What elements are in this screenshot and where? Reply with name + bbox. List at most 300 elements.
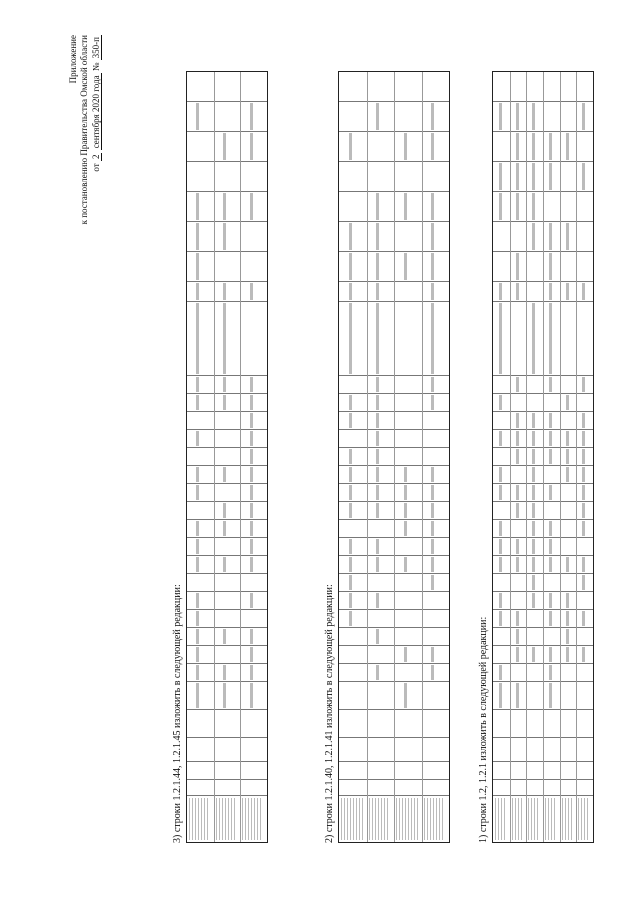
table-column-rule (187, 737, 267, 738)
table-cell-value (532, 539, 535, 554)
table-cell-value (431, 467, 434, 482)
table-section-1 (492, 71, 594, 843)
table-cell-value (404, 449, 407, 464)
table-cell-value (250, 223, 253, 250)
table-row-rule (367, 72, 368, 842)
table-cell-value (376, 683, 379, 708)
table-column-rule (187, 795, 267, 796)
table-cell-value (431, 223, 434, 250)
table-cell-value (431, 163, 434, 190)
table-cell-value (582, 103, 585, 130)
table-cell-value (196, 163, 199, 190)
table-cell-value (223, 449, 226, 464)
table-cell-value (516, 413, 519, 428)
table-cell-value (404, 193, 407, 220)
table-cell-value (499, 413, 502, 428)
table-column-rule (187, 573, 267, 574)
table-cell-value (516, 611, 519, 626)
table-cell-value (431, 593, 434, 608)
table-cell-value (582, 283, 585, 300)
table-column-rule (187, 251, 267, 252)
table-cell-value (404, 253, 407, 280)
table-cell-value (404, 521, 407, 536)
table-cell-value (431, 253, 434, 280)
table-cell-value (431, 133, 434, 160)
table-cell-value (566, 449, 569, 464)
table-cell-value (376, 575, 379, 590)
table-cell-value (532, 521, 535, 536)
table-cell-value (250, 303, 253, 374)
table-cell-value (196, 467, 199, 482)
table-cell-description (528, 798, 539, 840)
table-row-rule (576, 72, 577, 842)
table-cell-value (376, 539, 379, 554)
table-cell-value (516, 163, 519, 190)
table-cell-value (196, 575, 199, 590)
table-column-rule (187, 465, 267, 466)
table-cell-value (223, 593, 226, 608)
table-cell-value (404, 683, 407, 708)
table-cell-value (566, 413, 569, 428)
table-cell-value (566, 163, 569, 190)
table-column-rule (187, 591, 267, 592)
table-cell-value (196, 431, 199, 446)
document-number: 350-п (91, 37, 101, 59)
table-column-rule (187, 191, 267, 192)
table-cell-description (578, 798, 589, 840)
table-cell-value (566, 683, 569, 708)
table-cell-value (499, 593, 502, 608)
table-column-rule (187, 609, 267, 610)
table-cell-value (196, 395, 199, 410)
table-cell-value (376, 163, 379, 190)
table-cell-value (431, 193, 434, 220)
table-cell-value (516, 593, 519, 608)
table-cell-value (376, 503, 379, 518)
table-cell-value (532, 103, 535, 130)
table-cell-value (223, 683, 226, 708)
table-cell-value (376, 647, 379, 662)
table-cell-value (582, 503, 585, 518)
table-cell-value (250, 593, 253, 608)
table-cell-value (582, 539, 585, 554)
table-cell-value (250, 103, 253, 130)
table-cell-value (549, 103, 552, 130)
table-cell-value (516, 521, 519, 536)
table-cell-value (196, 665, 199, 680)
table-cell-description (189, 798, 210, 840)
table-cell-value (196, 223, 199, 250)
table-cell-value (404, 485, 407, 500)
table-cell-value (582, 223, 585, 250)
table-cell-value (431, 103, 434, 130)
table-cell-value (532, 647, 535, 662)
table-cell-value (404, 103, 407, 130)
table-cell-value (532, 611, 535, 626)
table-cell-value (532, 395, 535, 410)
table-cell-value (516, 103, 519, 130)
table-cell-value (223, 431, 226, 446)
table-cell-value (196, 521, 199, 536)
table-cell-value (250, 467, 253, 482)
table-cell-value (376, 665, 379, 680)
table-cell-value (582, 629, 585, 644)
table-row-rule (510, 72, 511, 842)
table-cell-value (349, 593, 352, 608)
date-day: 2 (91, 154, 101, 160)
table-cell-value (499, 647, 502, 662)
table-cell-description (242, 798, 263, 840)
table-cell-value (532, 377, 535, 392)
table-cell-value (223, 629, 226, 644)
table-cell-value (532, 253, 535, 280)
table-cell-value (376, 303, 379, 374)
table-cell-value (582, 683, 585, 708)
table-cell-value (349, 193, 352, 220)
table-cell-value (250, 611, 253, 626)
table-cell-value (549, 133, 552, 160)
table-cell-value (196, 449, 199, 464)
table-cell-value (431, 283, 434, 300)
table-cell-value (349, 449, 352, 464)
table-cell-value (566, 253, 569, 280)
table-cell-value (196, 539, 199, 554)
table-cell-value (549, 223, 552, 250)
table-cell-value (404, 593, 407, 608)
table-cell-value (196, 303, 199, 374)
table-column-rule (187, 375, 267, 376)
table-cell-value (250, 133, 253, 160)
table-cell-value (431, 611, 434, 626)
table-cell-value (499, 377, 502, 392)
table-column-rule (187, 779, 267, 780)
table-cell-value (431, 629, 434, 644)
table-cell-value (499, 467, 502, 482)
date-prefix: от (91, 163, 101, 172)
table-cell-value (549, 611, 552, 626)
table-cell-value (196, 683, 199, 708)
table-column-rule (187, 555, 267, 556)
table-cell-value (404, 413, 407, 428)
table-cell-value (532, 449, 535, 464)
table-cell-value (431, 449, 434, 464)
table-cell-value (376, 377, 379, 392)
table-cell-value (376, 629, 379, 644)
table-column-rule (187, 101, 267, 102)
table-cell-value (376, 557, 379, 572)
table-cell-value (532, 133, 535, 160)
table-cell-value (223, 193, 226, 220)
table-column-rule (187, 501, 267, 502)
table-cell-value (516, 223, 519, 250)
table-cell-value (349, 395, 352, 410)
table-cell-value (582, 611, 585, 626)
table-cell-value (376, 521, 379, 536)
table-cell-value (349, 629, 352, 644)
table-cell-value (349, 413, 352, 428)
table-cell-value (566, 611, 569, 626)
table-cell-value (516, 629, 519, 644)
table-column-rule (187, 483, 267, 484)
table-cell-value (532, 283, 535, 300)
table-cell-value (431, 575, 434, 590)
table-cell-value (223, 485, 226, 500)
table-cell-value (582, 521, 585, 536)
date-month-year: сентября 2020 года (91, 75, 101, 149)
table-cell-value (349, 557, 352, 572)
table-cell-value (532, 163, 535, 190)
table-cell-value (431, 683, 434, 708)
table-cell-value (516, 193, 519, 220)
table-cell-value (499, 283, 502, 300)
appendix-date-line (91, 35, 102, 335)
table-cell-value (250, 377, 253, 392)
table-cell-value (516, 449, 519, 464)
table-cell-value (582, 133, 585, 160)
table-cell-value (376, 413, 379, 428)
table-cell-value (223, 665, 226, 680)
table-cell-value (349, 467, 352, 482)
table-cell-value (376, 593, 379, 608)
table-cell-value (582, 449, 585, 464)
table-cell-value (431, 539, 434, 554)
table-section-2 (338, 71, 450, 843)
table-section-3 (186, 71, 268, 843)
table-cell-value (566, 629, 569, 644)
table-cell-value (499, 485, 502, 500)
table-cell-value (250, 193, 253, 220)
table-cell-value (566, 575, 569, 590)
table-cell-value (582, 647, 585, 662)
table-cell-value (499, 539, 502, 554)
table-cell-value (404, 133, 407, 160)
table-cell-value (549, 647, 552, 662)
appendix-block (68, 35, 102, 335)
table-cell-value (376, 431, 379, 446)
table-cell-value (499, 557, 502, 572)
table-cell-value (582, 163, 585, 190)
table-cell-value (549, 303, 552, 374)
table-cell-value (532, 303, 535, 374)
table-cell-value (376, 223, 379, 250)
table-cell-value (223, 503, 226, 518)
table-cell-value (549, 683, 552, 708)
table-cell-description (216, 798, 237, 840)
table-cell-value (349, 283, 352, 300)
table-cell-value (549, 193, 552, 220)
table-cell-value (516, 467, 519, 482)
table-column-rule (187, 411, 267, 412)
table-column-rule (187, 393, 267, 394)
table-column-rule (187, 681, 267, 682)
table-cell-value (532, 629, 535, 644)
table-row-rule (214, 72, 215, 842)
table-cell-value (532, 223, 535, 250)
table-cell-value (196, 283, 199, 300)
table-cell-value (532, 193, 535, 220)
table-cell-value (404, 303, 407, 374)
table-cell-description (495, 798, 506, 840)
table-cell-value (549, 521, 552, 536)
table-cell-description (424, 798, 446, 840)
table-cell-value (566, 503, 569, 518)
table-cell-value (349, 521, 352, 536)
table-cell-value (196, 193, 199, 220)
table-column-rule (187, 663, 267, 664)
table-cell-value (549, 665, 552, 680)
table-cell-value (566, 665, 569, 680)
table-cell-value (223, 283, 226, 300)
table-cell-value (549, 485, 552, 500)
table-cell-value (250, 647, 253, 662)
table-cell-value (516, 133, 519, 160)
table-cell-value (499, 431, 502, 446)
table-cell-value (431, 647, 434, 662)
table-cell-value (499, 253, 502, 280)
table-cell-value (349, 163, 352, 190)
table-cell-value (431, 665, 434, 680)
table-cell-value (404, 557, 407, 572)
table-cell-value (250, 665, 253, 680)
table-cell-value (376, 253, 379, 280)
table-cell-value (516, 431, 519, 446)
table-cell-value (582, 431, 585, 446)
table-cell-value (404, 163, 407, 190)
table-row-rule (526, 72, 527, 842)
table-cell-value (223, 163, 226, 190)
table-cell-value (349, 575, 352, 590)
table-cell-value (566, 223, 569, 250)
table-cell-value (349, 539, 352, 554)
table-cell-value (376, 485, 379, 500)
table-cell-value (196, 629, 199, 644)
table-cell-value (376, 133, 379, 160)
table-cell-description (512, 798, 523, 840)
table-cell-value (549, 163, 552, 190)
table-cell-value (404, 377, 407, 392)
table-cell-value (376, 467, 379, 482)
table-cell-value (349, 103, 352, 130)
table-cell-value (532, 575, 535, 590)
table-cell-value (582, 413, 585, 428)
table-cell-value (566, 521, 569, 536)
table-cell-value (223, 395, 226, 410)
table-cell-value (250, 253, 253, 280)
table-cell-value (549, 449, 552, 464)
table-cell-value (499, 133, 502, 160)
table-row-rule (394, 72, 395, 842)
table-cell-value (250, 557, 253, 572)
table-cell-value (349, 133, 352, 160)
table-cell-value (250, 431, 253, 446)
table-column-rule (187, 131, 267, 132)
table-cell-value (349, 503, 352, 518)
table-cell-value (223, 539, 226, 554)
table-cell-value (566, 647, 569, 662)
table-cell-value (516, 253, 519, 280)
table-cell-value (349, 647, 352, 662)
table-column-rule (187, 221, 267, 222)
table-cell-value (516, 377, 519, 392)
table-cell-value (566, 485, 569, 500)
table-cell-value (431, 395, 434, 410)
table-cell-value (532, 503, 535, 518)
table-cell-value (196, 133, 199, 160)
table-column-rule (187, 429, 267, 430)
table-cell-value (223, 647, 226, 662)
table-cell-value (404, 665, 407, 680)
table-cell-value (532, 431, 535, 446)
section-label-2: 2) строки 1.2.1.40, 1.2.1.41 изложить в следующей редакции: (324, 584, 335, 843)
table-cell-value (223, 377, 226, 392)
table-cell-value (549, 557, 552, 572)
table-cell-value (516, 283, 519, 300)
table-cell-description (562, 798, 573, 840)
table-column-rule (187, 537, 267, 538)
table-cell-value (376, 193, 379, 220)
table-cell-value (376, 611, 379, 626)
table-cell-value (582, 193, 585, 220)
table-cell-value (196, 253, 199, 280)
table-cell-value (499, 665, 502, 680)
table-cell-value (566, 467, 569, 482)
table-column-rule (187, 761, 267, 762)
table-column-rule (187, 709, 267, 710)
table-cell-value (499, 449, 502, 464)
table-cell-value (582, 377, 585, 392)
table-cell-value (499, 163, 502, 190)
table-cell-description (396, 798, 418, 840)
table-column-rule (187, 301, 267, 302)
table-cell-value (499, 629, 502, 644)
table-cell-value (349, 253, 352, 280)
table-cell-value (196, 377, 199, 392)
table-cell-value (376, 283, 379, 300)
table-cell-value (516, 303, 519, 374)
table-cell-value (582, 593, 585, 608)
table-cell-value (250, 283, 253, 300)
table-cell-value (549, 629, 552, 644)
table-cell-value (223, 575, 226, 590)
table-cell-value (196, 593, 199, 608)
table-cell-value (431, 377, 434, 392)
table-cell-value (516, 485, 519, 500)
table-cell-value (582, 665, 585, 680)
table-row-rule (560, 72, 561, 842)
table-cell-value (566, 395, 569, 410)
table-cell-value (404, 611, 407, 626)
table-cell-value (349, 377, 352, 392)
table-cell-value (549, 503, 552, 518)
table-cell-value (499, 193, 502, 220)
table-cell-value (582, 253, 585, 280)
table-cell-value (196, 647, 199, 662)
table-cell-value (404, 431, 407, 446)
table-cell-value (549, 431, 552, 446)
table-cell-value (532, 593, 535, 608)
table-cell-value (349, 683, 352, 708)
table-cell-value (582, 395, 585, 410)
table-cell-value (566, 133, 569, 160)
table-cell-value (223, 467, 226, 482)
table-cell-value (250, 539, 253, 554)
table-cell-value (431, 485, 434, 500)
table-cell-value (250, 395, 253, 410)
rotated-sheet (40, 5, 600, 895)
table-cell-value (549, 395, 552, 410)
table-cell-value (532, 467, 535, 482)
table-cell-value (349, 431, 352, 446)
